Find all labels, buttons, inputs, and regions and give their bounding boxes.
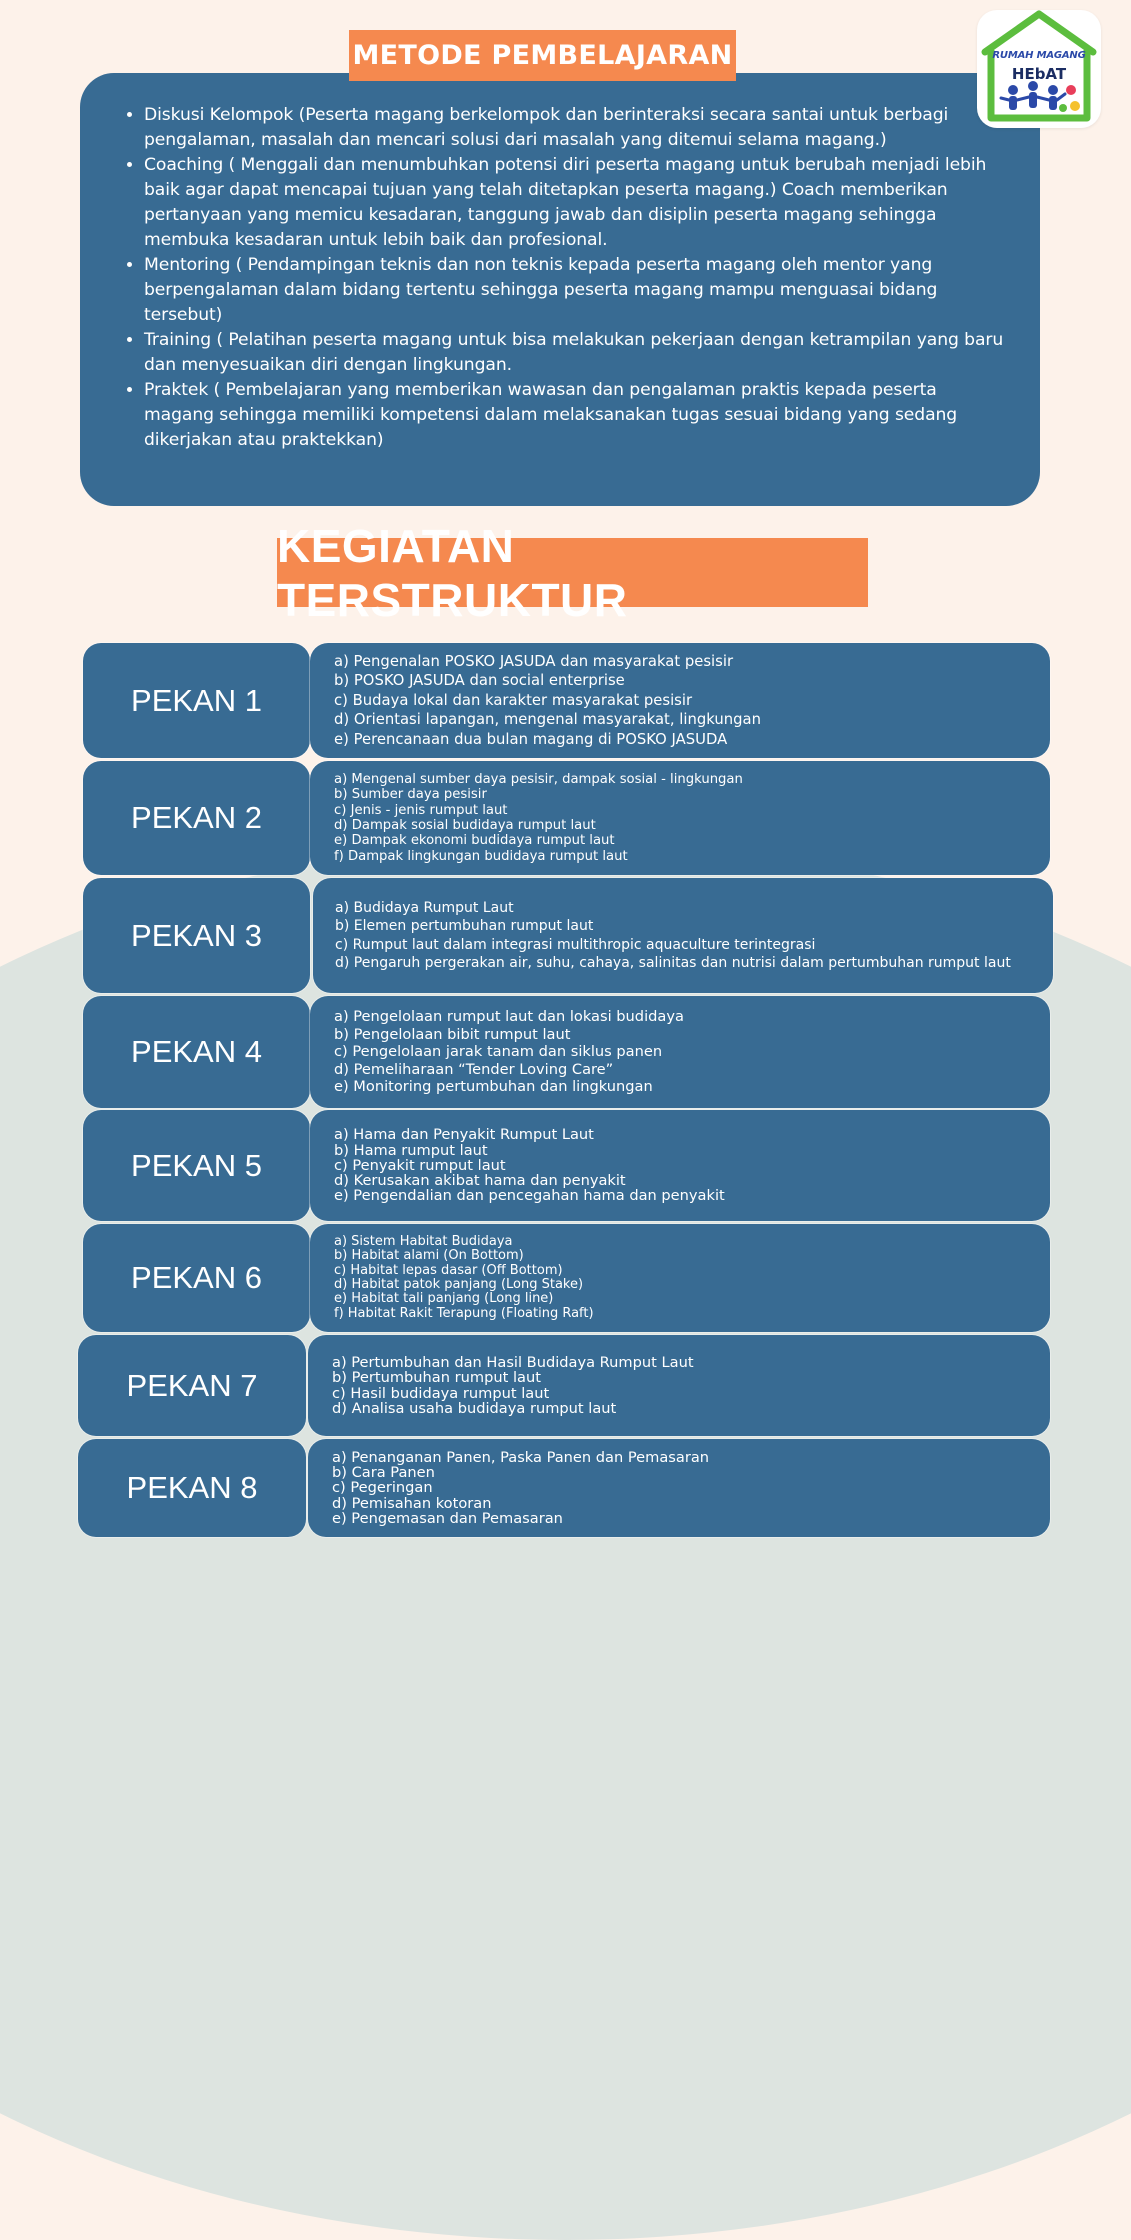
week-item: d) Pemisahan kotoran [332, 1494, 492, 1512]
week-item: a) Hama dan Penyakit Rumput Laut [334, 1126, 594, 1144]
week-item: c) Penyakit rumput laut [334, 1156, 506, 1174]
week-item: c) Rumput laut dalam integrasi multithropic aquaculture terintegrasi [335, 936, 816, 953]
logo [977, 10, 1101, 128]
week-item: a) Sistem Habitat Budidaya [334, 1233, 513, 1249]
week-item: e) Dampak ekonomi budidaya rumput laut [334, 833, 615, 849]
week-item: a) Penanganan Panen, Paska Panen dan Pemasaran [332, 1448, 710, 1466]
logo-text-line1: RUMAH MAGANG [992, 50, 1086, 61]
week-items-panel-3 [313, 878, 1053, 993]
week-item: b) Habitat alami (On Bottom) [334, 1248, 524, 1264]
week-item: e) Pengendalian dan pencegahan hama dan penyakit [334, 1187, 725, 1205]
week-item: d) Habitat patok panjang (Long Stake) [334, 1277, 584, 1292]
week-item: e) Perencanaan dua bulan magang di POSKO JASUDA [334, 730, 728, 748]
week-row-1 [0, 643, 1131, 758]
week-item: c) Habitat lepas dasar (Off Bottom) [334, 1262, 563, 1278]
week-row-7 [0, 1335, 1131, 1436]
week-items-panel-2 [310, 761, 1050, 875]
week-item: a) Pengenalan POSKO JASUDA dan masyarakat pesisir [334, 652, 734, 670]
week-item: a) Pertumbuhan dan Hasil Budidaya Rumput Laut [332, 1354, 694, 1372]
week-row-8 [0, 1439, 1131, 1537]
week-items-panel-6 [310, 1224, 1050, 1332]
week-item: c) Pegeringan [332, 1479, 433, 1497]
week-item: a) Pengelolaan rumput laut dan lokasi budidaya [334, 1008, 684, 1026]
week-row-4 [0, 996, 1131, 1108]
week-item: b) Cara Panen [332, 1464, 435, 1482]
week-items-list [332, 1355, 1050, 1416]
metode-item-diskusi: • Diskusi Kelompok (Peserta magang berkelompok dan berinteraksi secara santai untuk berbagi pengalaman, masalah dan mencari solusi dari masalah yang ditemui selama magang.) [144, 103, 1010, 153]
metode-item-training: • Training ( Pelatihan peserta magang untuk bisa melakukan pekerjaan dengan ketrampilan yang baru dan menyesuaikan diri dengan lingkungan. [144, 328, 1010, 378]
week-items-list [335, 899, 1053, 972]
metode-item-coaching: • Coaching ( Menggali dan menumbuhkan potensi diri peserta magang untuk berubah menjadi lebih baik agar dapat mencapai tujuan yang telah ditetapkan peserta magang.) Coach memberikan pertanyaan yang memicu kesadaran, tanggung jawab dan disiplin peserta magang sehingga membuka kesadaran untuk lebih baik dan profesional. [144, 153, 1010, 253]
week-items-list [334, 1008, 1050, 1096]
metode-panel [80, 73, 1040, 506]
week-row-6 [0, 1224, 1131, 1332]
week-item: f) Habitat Rakit Terapung (Floating Raft) [334, 1305, 594, 1321]
week-label-3: PEKAN 3 [83, 878, 310, 993]
week-item: c) Hasil budidaya rumput laut [332, 1384, 550, 1402]
week-row-3 [0, 878, 1131, 993]
week-items-list [334, 1127, 1050, 1203]
week-item: b) Pengelolaan bibit rumput laut [334, 1025, 571, 1043]
week-label-8: PEKAN 8 [78, 1439, 306, 1537]
week-label-5: PEKAN 5 [83, 1110, 310, 1221]
week-item: d) Analisa usaha budidaya rumput laut [332, 1399, 617, 1417]
week-row-2 [0, 761, 1131, 875]
week-item: b) Elemen pertumbuhan rumput laut [335, 918, 594, 935]
metode-title: METODE PEMBELAJARAN [349, 30, 736, 81]
week-item: e) Monitoring pertumbuhan dan lingkungan [334, 1078, 653, 1096]
metode-item-praktek: • Praktek ( Pembelajaran yang memberikan wawasan dan pengalaman praktis kepada peserta magang sehingga memiliki kompetensi dalam melaksanakan tugas sesuai bidang yang sedang dikerjakan atau praktekkan) [144, 378, 1010, 453]
week-item: e) Habitat tali panjang (Long line) [334, 1291, 554, 1307]
week-label-2: PEKAN 2 [83, 761, 310, 875]
week-items-list [334, 652, 1050, 750]
week-row-5 [0, 1110, 1131, 1221]
week-item: b) Sumber daya pesisir [334, 787, 487, 803]
week-label-4: PEKAN 4 [83, 996, 310, 1108]
week-item: f) Dampak lingkungan budidaya rumput laut [334, 848, 628, 864]
week-item: a) Mengenal sumber daya pesisir, dampak sosial - lingkungan [334, 771, 743, 787]
week-item: d) Dampak sosial budidaya rumput laut [334, 818, 596, 833]
week-item: e) Pengemasan dan Pemasaran [332, 1509, 563, 1527]
week-item: d) Orientasi lapangan, mengenal masyarakat, lingkungan [334, 711, 761, 729]
week-items-panel-1 [310, 643, 1050, 758]
week-item: a) Budidaya Rumput Laut [335, 900, 514, 917]
week-item: b) POSKO JASUDA dan social enterprise [334, 672, 625, 690]
week-item: b) Pertumbuhan rumput laut [332, 1369, 541, 1387]
week-item: d) Pemeliharaan “Tender Loving Care” [334, 1060, 614, 1078]
week-label-7: PEKAN 7 [78, 1335, 306, 1436]
week-label-6: PEKAN 6 [83, 1224, 310, 1332]
week-item: d) Kerusakan akibat hama dan penyakit [334, 1172, 626, 1190]
week-items-list [332, 1450, 1050, 1526]
kegiatan-title: KEGIATAN TERSTRUKTUR [277, 538, 868, 607]
week-items-panel-8 [308, 1439, 1050, 1537]
week-label-1: PEKAN 1 [83, 643, 310, 758]
week-items-list [334, 772, 1050, 864]
week-items-panel-7 [308, 1335, 1050, 1436]
logo-text-line2: HEbAT [1011, 65, 1067, 83]
week-item: b) Hama rumput laut [334, 1141, 488, 1159]
week-items-panel-5 [310, 1110, 1050, 1221]
week-items-panel-4 [310, 996, 1050, 1108]
metode-item-mentoring: • Mentoring ( Pendampingan teknis dan non teknis kepada peserta magang oleh mentor yang berpengalaman dalam bidang tertentu sehingga peserta magang mampu menguasai bidang tersebut) [144, 253, 1010, 328]
week-item: c) Jenis - jenis rumput laut [334, 802, 508, 818]
week-item: d) Pengaruh pergerakan air, suhu, cahaya, salinitas dan nutrisi dalam pertumbuhan rumput laut [335, 954, 1011, 971]
week-items-list [334, 1235, 1050, 1321]
week-item: c) Pengelolaan jarak tanam dan siklus panen [334, 1043, 663, 1061]
metode-list [118, 103, 1010, 453]
week-item: c) Budaya lokal dan karakter masyarakat pesisir [334, 691, 693, 709]
